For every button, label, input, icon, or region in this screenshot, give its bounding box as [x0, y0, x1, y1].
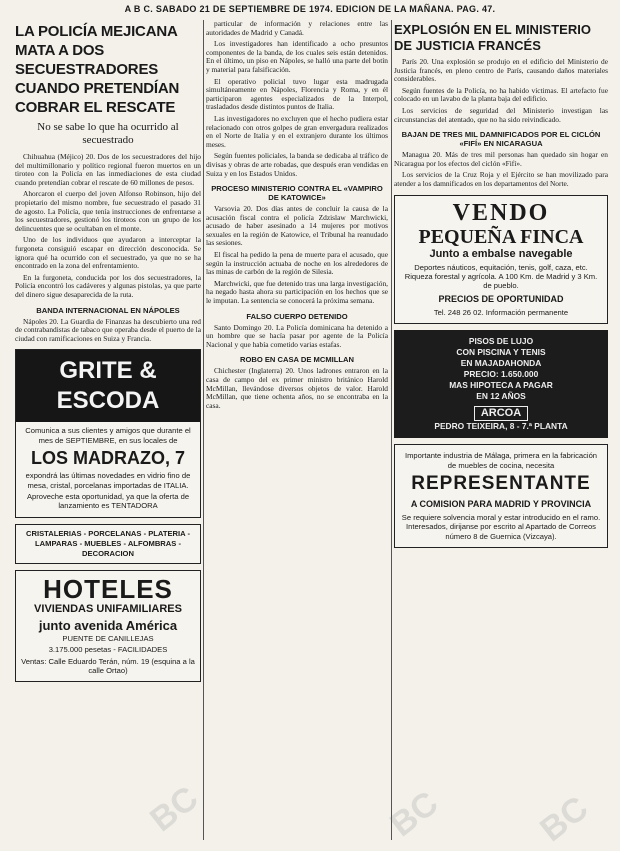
- ad-text: Aproveche esta oportunidad, ya que la oferta de lanzamiento es TENTADORA: [26, 491, 190, 511]
- ad-text: CRISTALERIAS - PORCELANAS - PLATERIA - LAMPARAS - MUEBLES - ALFOMBRAS - DECORACION: [26, 528, 190, 558]
- ad-text: Comunica a sus clientes y amigos que durante el mes de SEPTIEMBRE, en sus locales de: [25, 426, 191, 445]
- ad-brand: GRITE & ESCODA: [16, 350, 200, 422]
- ad-title: VENDO: [452, 199, 550, 226]
- article-paragraph: En la furgoneta, conducida por los dos secuestradores, la Policía encontró los cadáveres y algunas pistolas, ya que parte del dinero sigue desaparecida de la ruta.: [15, 272, 201, 299]
- ad-location-2: PUENTE DE CANILLEJAS: [62, 633, 154, 643]
- article-paragraph: El operativo policial tuvo lugar esta madrugada simultáneamente en Nápoles, Florencia y Roma, y en él participaron agentes especializados de la Interpol, trasladados desde distintos puntos de Italia.: [206, 76, 388, 112]
- article-paragraph: Chihuahua (Méjico) 20. Dos de los secuestradores del hijo del multimillonario y político regional fueron muertos en un tiroteo con la Policía en las inmediaciones de esta ciudad cuando pretendían cobrar el rescate de 60 millones de pesos.: [15, 152, 201, 187]
- ad-vendo-finca: [394, 195, 608, 325]
- subhead-mexico: No se sabe lo que ha ocurrido al secuestrado: [37, 121, 179, 146]
- article-paragraph: Las investigadores no excluyen que el hecho pudiera estar relacionado con otros golpes de gran envergadura realizados en el Norte de Italia y en el extranjero durante los últimos meses.: [206, 113, 388, 149]
- watermark-stamp: BC: [143, 779, 206, 840]
- ad-price: 3.175.000 pesetas - FACILIDADES: [48, 645, 168, 655]
- ad-phone: Tel. 248 26 02. Información permanente: [433, 307, 569, 317]
- ad-address: PEDRO TEIXEIRA, 8 - 7.ª PLANTA: [434, 421, 568, 432]
- article-paragraph: Chichester (Inglaterra) 20. Unos ladrones entraron en la casa de campo del ex primer ministro británico Harold McMillan, llevándose diversos objetos de valor. Harold McMillan, que tiene ochenta años, no se encontraba en la casa.: [206, 366, 388, 410]
- article-paragraph: París 20. Una explosión se produjo en el edificio del Ministerio de Justicia francés, en pleno centro de París, causando daños materiales considerables.: [394, 57, 608, 84]
- ad-line: PISOS DE LUJO: [468, 336, 534, 347]
- ad-text: Deportes náuticos, equitación, tenis, golf, caza, etc. Riqueza forestal y agrícola. A 100 Km. de Madrid y 3 Km. de pueblo.: [404, 262, 598, 291]
- ad-title: HOTELES: [43, 573, 173, 604]
- article-paragraph: El fiscal ha pedido la pena de muerte para el acusado, que según la instrucción actuaba de noche en los alrededores de las minas de carbón de la región de Silesia.: [206, 250, 388, 277]
- ad-subtitle: PEQUEÑA FINCA: [418, 225, 584, 248]
- article-paragraph: Nápoles 20. La Guardia de Finanzas ha descubierto una red de contrabandistas de tabaco que operaba desde el puerto de la ciudad con ramificaciones en Suiza y Francia.: [15, 316, 201, 343]
- ad-line: PRECIO: 1.650.000: [463, 369, 539, 380]
- article-paragraph: Los investigadores han identificado a ocho presuntos componentes de la banda, de los cuales seis están detenidos. En el último, un piso en Nápoles, se halló una parte del botín y material para falsificación.: [206, 39, 388, 74]
- article-paragraph: Varsovia 20. Dos días antes de concluir la causa de la acusación fiscal contra el policía Zdzislaw Marchwicki, acusado de haber asesinado a 14 mujeres por motivos sexuales en la región de Katowice, el Tribunal ha reanudado las sesiones.: [206, 204, 388, 248]
- article-paragraph: Managua 20. Más de tres mil personas han quedado sin hogar en Nicaragua por los efectos del ciclón «Fifí».: [394, 150, 608, 168]
- ad-grite-escoda: [15, 349, 201, 517]
- ad-address: LOS MADRAZO, 7: [30, 448, 185, 469]
- ad-line: EN MAJADAHONDA: [460, 358, 542, 369]
- ad-title: REPRESENTANTE: [411, 472, 591, 494]
- ad-intro: Importante industria de Málaga, primera en la fabricación de muebles de cocina, necesita: [404, 451, 598, 470]
- ad-subtitle: VIVIENDAS UNIFAMILIARES: [34, 602, 182, 615]
- section-title-vampiro: PROCESO MINISTERIO CONTRA EL «VAMPIRO DE KATOWICE»: [211, 184, 383, 203]
- article-paragraph: Según fuentes policiales, la banda se dedicaba al tráfico de divisas y obras de arte robadas, que después eran vendidas en Suiza y en los Estados Unidos.: [206, 151, 388, 178]
- headline-paris: EXPLOSIÓN EN EL MINISTERIO DE JUSTICIA FRANCÉS: [394, 22, 591, 53]
- watermark-stamp: BC: [383, 784, 446, 845]
- ad-price: PRECIOS DE OPORTUNIDAD: [438, 293, 564, 304]
- section-title-nicaragua: BAJAN DE TRES MIL DAMNIFICADOS POR EL CICLÓN «FIFÍ» EN NICARAGUA: [401, 130, 601, 149]
- ad-text: expondrá las últimas novedades en vidrio fino de mesa, cristal, porcelanas importadas de ITALIA.: [25, 471, 191, 490]
- ad-hoteles: [15, 570, 201, 683]
- page-header: A B C. SABADO 21 DE SEPTIEMBRE DE 1974. EDICION DE LA MAÑANA. PAG. 47.: [124, 4, 496, 14]
- article-paragraph: Según fuentes de la Policía, no ha habido víctimas. El artefacto fue colocado en un lavabo de la planta baja del edificio.: [394, 85, 608, 104]
- column-divider: [391, 20, 392, 840]
- section-title-napoles: BANDA INTERNACIONAL EN NÁPOLES: [36, 305, 180, 315]
- article-paragraph: Marchwicki, que fue detenido tras una larga investigación, ha negado hasta ahora su participación en los hechos que se le imputan. La sentencia se conocerá la próxima semana.: [206, 278, 388, 306]
- article-paragraph: Uno de los individuos que ayudaron a interceptar la furgoneta consiguió escapar en dirección desconocida. Se ignora qué ha ocurrido con el secuestrado, ya que no se ha encontrado en la zona del enfrentamiento.: [15, 235, 201, 271]
- ad-location: junto avenida América: [38, 617, 178, 633]
- article-paragraph: particular de información y relaciones entre las autoridades de Madrid y Canadá.: [206, 20, 388, 37]
- ad-brand-logo: ARCOA: [474, 406, 528, 421]
- ad-line: EN 12 AÑOS: [476, 391, 526, 402]
- article-paragraph: Santo Domingo 20. La Policía dominicana ha detenido a un hombre que se hacía pasar por agente de la Policía Nacional y que había cometido varias estafas.: [206, 322, 388, 349]
- ad-subtitle: A COMISION PARA MADRID Y PROVINCIA: [410, 498, 592, 509]
- ad-line: CON PISCINA Y TENIS: [456, 347, 546, 358]
- column-1: [15, 20, 201, 688]
- ad-representante: [394, 444, 608, 548]
- ad-detail: Junto a embalse navegable: [429, 247, 573, 260]
- article-paragraph: Los servicios de la Cruz Roja y el Ejército se han movilizado para atender a los damnificados en los departamentos del Norte.: [394, 170, 608, 188]
- article-paragraph: Los servicios de seguridad del Ministerio investigan las circunstancias del atentado, que no ha sido reivindicado.: [394, 105, 608, 124]
- article-paragraph: Ahorcaron el cuerpo del joven Alfonso Robinson, hijo del propietario del mismo nombre, fue secuestrado el pasado 31 de agosto. La Policía, que tenía instrucciones de enfrentarse a los secuestradores, gestionó los tiroteos con un grupo de los delincuentes que se ocultaban en el monte.: [15, 189, 201, 233]
- ad-cristalerias: [15, 524, 201, 564]
- section-title-robo: ROBO EN CASA DE MCMILLAN: [239, 355, 355, 365]
- column-divider: [203, 20, 204, 840]
- ad-pisos-lujo: [394, 330, 608, 438]
- ad-contact: Ventas: Calle Eduardo Terán, núm. 19 (esquina a la calle Ortao): [21, 656, 195, 675]
- section-title-falso: FALSO CUERPO DETENIDO: [246, 311, 348, 321]
- column-2: [206, 20, 388, 413]
- column-3: [394, 20, 608, 554]
- ad-text: Se requiere solvencia moral y estar introducido en el ramo. Interesados, dirijanse por escrito al Apartado de Correos número 8 de Guernica (Vizcaya).: [401, 512, 601, 541]
- headline-mexico: LA POLICÍA MEJICANA MATA A DOS SECUESTRADORES CUANDO PRETENDÍAN COBRAR EL RESCATE: [15, 23, 180, 116]
- ad-line: MAS HIPOTECA A PAGAR: [449, 380, 553, 391]
- watermark-stamp: BC: [533, 789, 596, 850]
